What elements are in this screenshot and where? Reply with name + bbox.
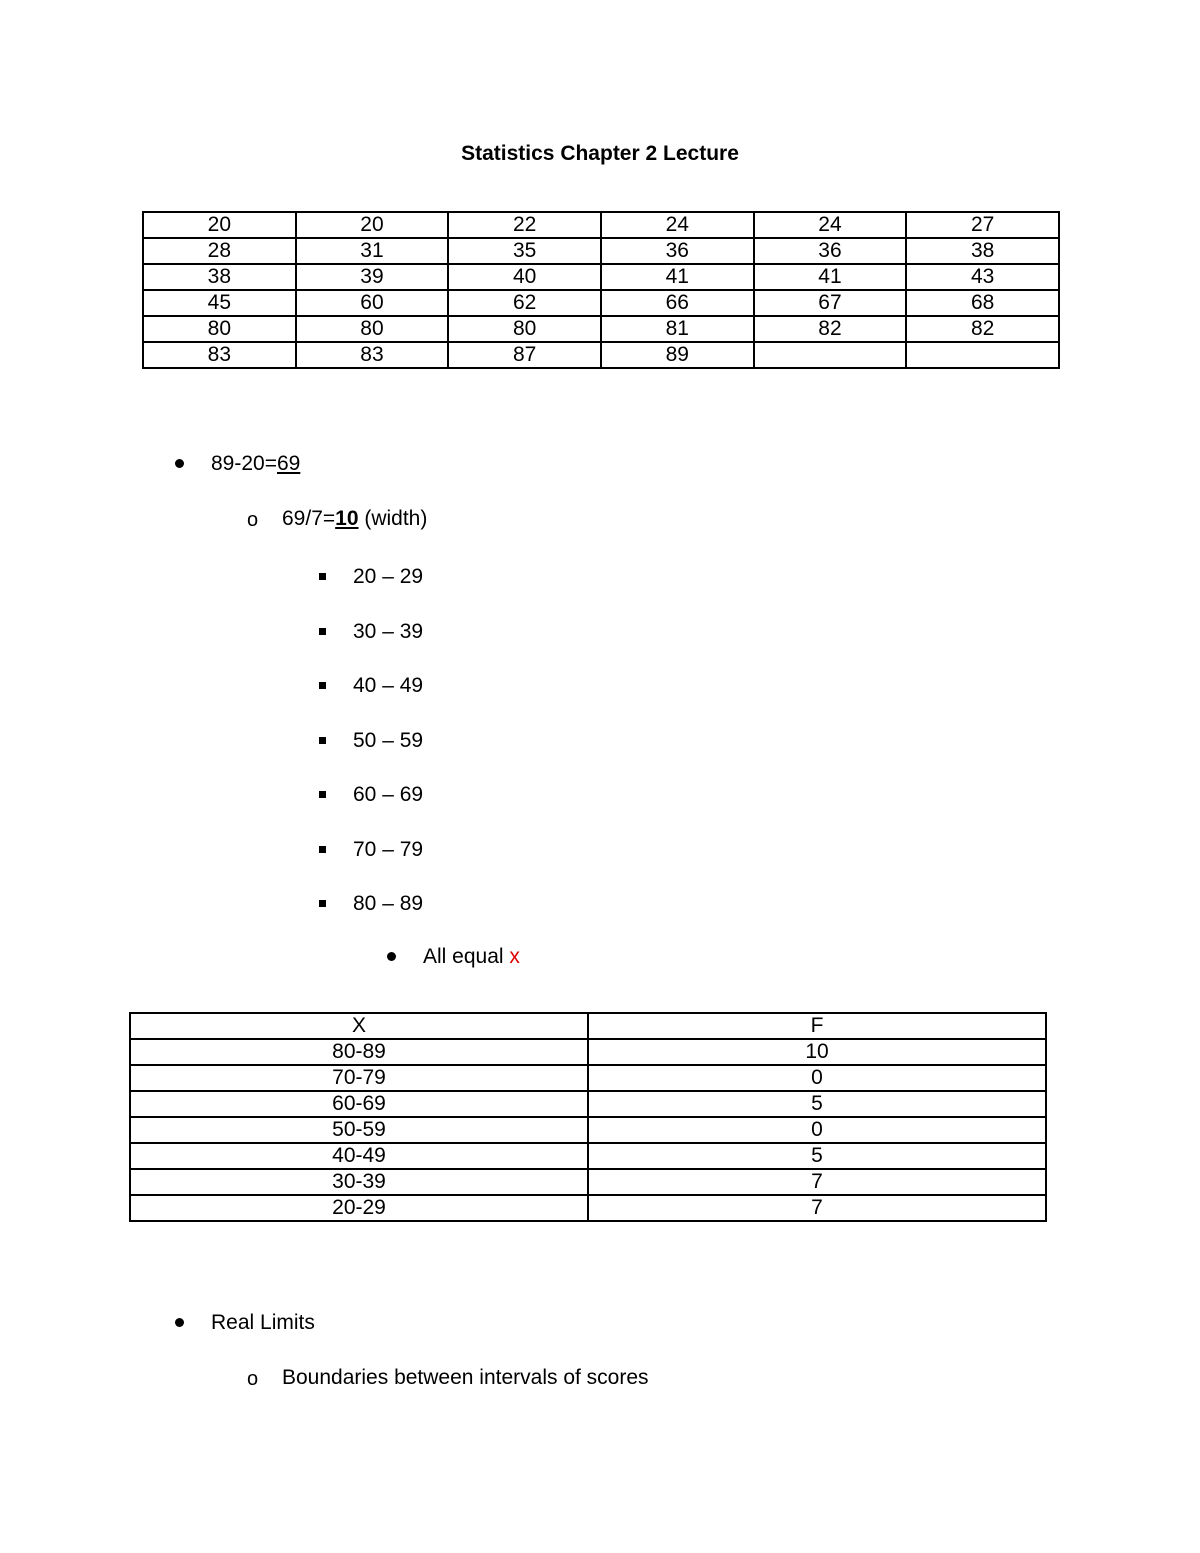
table-row bbox=[130, 1039, 1046, 1065]
table-cell: 22 bbox=[448, 212, 601, 238]
table-cell: 80-89 bbox=[130, 1039, 588, 1065]
table-cell: 36 bbox=[754, 238, 907, 264]
bullet-square bbox=[319, 573, 326, 580]
interval-item: 70 – 79 bbox=[353, 837, 424, 861]
table-cell: 68 bbox=[906, 290, 1059, 316]
table-cell: 20 bbox=[143, 212, 296, 238]
width-suffix: (width) bbox=[358, 507, 428, 530]
table-cell: 43 bbox=[906, 264, 1059, 290]
table-cell: 41 bbox=[754, 264, 907, 290]
table-cell bbox=[754, 342, 907, 368]
table-cell: 81 bbox=[601, 316, 754, 342]
table-row bbox=[130, 1169, 1046, 1195]
table-row bbox=[130, 1117, 1046, 1143]
bullet-square bbox=[319, 791, 326, 798]
table-cell: 20-29 bbox=[130, 1195, 588, 1221]
bullet-square bbox=[319, 628, 326, 635]
width-expression: 69/7= bbox=[282, 507, 336, 530]
table-cell: 36 bbox=[601, 238, 754, 264]
table-row bbox=[130, 1195, 1046, 1221]
table-cell: 35 bbox=[448, 238, 601, 264]
table-cell bbox=[906, 342, 1059, 368]
table-row bbox=[143, 264, 1059, 290]
range-expression: 89-20= bbox=[211, 452, 277, 475]
interval-item: 30 – 39 bbox=[353, 619, 424, 643]
table-row bbox=[143, 238, 1059, 264]
table-row bbox=[143, 290, 1059, 316]
table-cell: 7 bbox=[588, 1169, 1046, 1195]
table-cell: 41 bbox=[601, 264, 754, 290]
table-cell: 7 bbox=[588, 1195, 1046, 1221]
table-cell: 83 bbox=[296, 342, 449, 368]
interval-item: 20 – 29 bbox=[353, 565, 424, 588]
range-calculation bbox=[211, 452, 300, 476]
table-row bbox=[143, 212, 1059, 238]
bullet-square bbox=[319, 846, 326, 853]
range-result: 69 bbox=[276, 452, 301, 475]
table-cell: 87 bbox=[448, 342, 601, 368]
width-result: 10 bbox=[335, 507, 359, 530]
table-row bbox=[130, 1065, 1046, 1091]
table-cell: 10 bbox=[588, 1039, 1046, 1065]
interval-item: 60 – 69 bbox=[353, 783, 424, 806]
data-table bbox=[142, 211, 1060, 369]
interval-item: 50 – 59 bbox=[353, 728, 424, 752]
bullet-disc bbox=[387, 952, 396, 961]
table-cell: 30-39 bbox=[130, 1169, 588, 1195]
table-header-row bbox=[130, 1013, 1046, 1039]
note-text: All equal bbox=[423, 945, 510, 968]
interval-note bbox=[423, 945, 520, 969]
table-cell: 0 bbox=[588, 1117, 1046, 1143]
table-cell: 40-49 bbox=[130, 1143, 588, 1169]
column-header: X bbox=[130, 1013, 588, 1039]
bullet-circle: o bbox=[247, 1368, 259, 1390]
table-cell: 24 bbox=[601, 212, 754, 238]
bullet-square bbox=[319, 900, 326, 907]
column-header: F bbox=[588, 1013, 1046, 1039]
table-cell: 70-79 bbox=[130, 1065, 588, 1091]
table-cell: 27 bbox=[906, 212, 1059, 238]
table-cell: 80 bbox=[296, 316, 449, 342]
bullet-disc bbox=[175, 1318, 184, 1327]
bullet-disc bbox=[175, 459, 184, 468]
page-title: Statistics Chapter 2 Lecture bbox=[461, 142, 739, 165]
bullet-square bbox=[319, 682, 326, 689]
table-cell: 83 bbox=[143, 342, 296, 368]
table-cell: 24 bbox=[754, 212, 907, 238]
table-cell: 66 bbox=[601, 290, 754, 316]
table-cell: 50-59 bbox=[130, 1117, 588, 1143]
table-cell: 80 bbox=[448, 316, 601, 342]
note-mark: x bbox=[509, 945, 520, 968]
table-cell: 39 bbox=[296, 264, 449, 290]
table-cell: 67 bbox=[754, 290, 907, 316]
interval-item: 40 – 49 bbox=[353, 674, 424, 697]
table-cell: 89 bbox=[601, 342, 754, 368]
real-limits-heading: Real Limits bbox=[211, 1311, 315, 1334]
table-cell: 20 bbox=[296, 212, 449, 238]
table-cell: 38 bbox=[143, 264, 296, 290]
table-row bbox=[130, 1091, 1046, 1117]
table-row bbox=[143, 316, 1059, 342]
interval-item: 80 – 89 bbox=[353, 892, 424, 915]
table-cell: 82 bbox=[754, 316, 907, 342]
table-cell: 5 bbox=[588, 1143, 1046, 1169]
table-cell: 31 bbox=[296, 238, 449, 264]
table-cell: 38 bbox=[906, 238, 1059, 264]
real-limits-definition: Boundaries between intervals of scores bbox=[282, 1366, 649, 1389]
table-cell: 5 bbox=[588, 1091, 1046, 1117]
table-row bbox=[130, 1143, 1046, 1169]
bullet-square bbox=[319, 737, 326, 744]
table-row bbox=[143, 342, 1059, 368]
table-cell: 60-69 bbox=[130, 1091, 588, 1117]
table-cell: 45 bbox=[143, 290, 296, 316]
table-cell: 60 bbox=[296, 290, 449, 316]
table-cell: 80 bbox=[143, 316, 296, 342]
frequency-table bbox=[129, 1012, 1047, 1222]
table-cell: 82 bbox=[906, 316, 1059, 342]
table-cell: 62 bbox=[448, 290, 601, 316]
table-cell: 28 bbox=[143, 238, 296, 264]
bullet-circle: o bbox=[247, 509, 259, 531]
table-cell: 40 bbox=[448, 264, 601, 290]
table-cell: 0 bbox=[588, 1065, 1046, 1091]
width-calculation bbox=[282, 507, 427, 531]
